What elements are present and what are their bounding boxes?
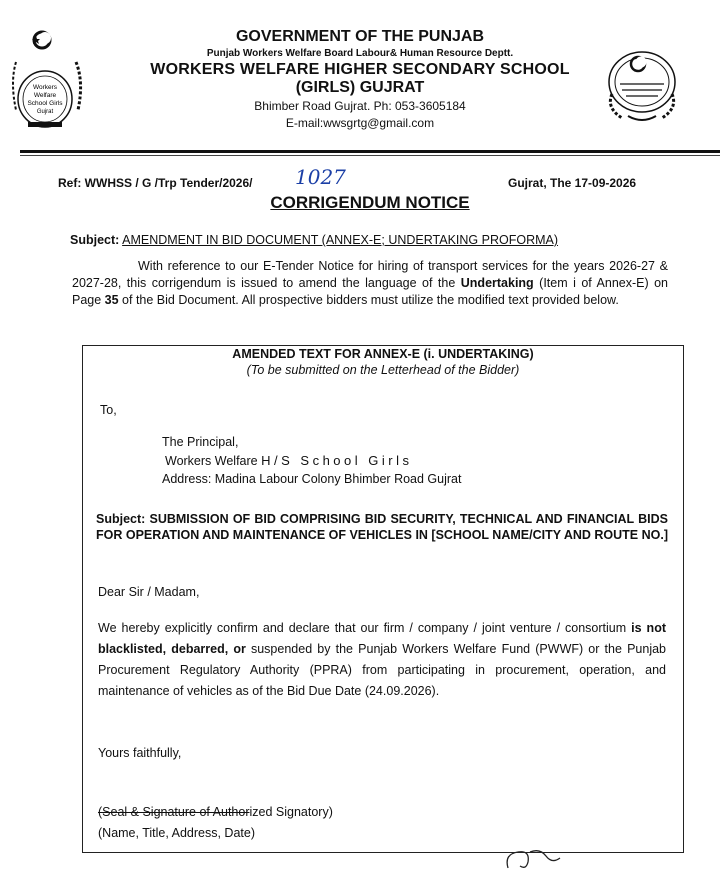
addressee-school-b: H/S School Girls bbox=[261, 453, 413, 468]
body-bold: is not blacklisted, debarred, or bbox=[98, 621, 666, 656]
notice-subject bbox=[70, 233, 558, 247]
header-school-name: WORKERS WELFARE HIGHER SECONDARY SCHOOL bbox=[150, 61, 570, 78]
box-title: AMENDED TEXT FOR ANNEX-E (i. UNDERTAKING) bbox=[232, 347, 534, 361]
intro-paragraph bbox=[72, 258, 668, 309]
subject-label: Subject: bbox=[70, 233, 120, 247]
header-rule bbox=[20, 150, 720, 153]
handwritten-initials bbox=[502, 846, 562, 870]
subject-text: AMENDMENT IN BID DOCUMENT (ANNEX-E; UNDERTAKING PROFORMA) bbox=[122, 233, 559, 247]
logo-text-2: Welfare bbox=[33, 92, 57, 99]
greeting: Dear Sir / Madam, bbox=[98, 585, 200, 599]
logo-text-3: School Girls bbox=[27, 100, 63, 107]
intro-part1: With reference to our E-Tender Notice for hiring of transport services for the years 2026-27 & 2027-28, this corrigendum is issued to amend the language of the bbox=[72, 259, 668, 290]
intro-part2: (Item i of Annex-E) on Page bbox=[72, 276, 668, 307]
header-school-sub: (GIRLS) GUJRAT bbox=[295, 79, 425, 96]
closing: Yours faithfully, bbox=[98, 746, 182, 760]
undertaking-subject: Subject: SUBMISSION OF BID COMPRISING BID SECURITY, TECHNICAL AND FINANCIAL BIDS FOR OPERATION AND MAINTENANCE OF VEHICLES IN [SCHOOL NAME/CITY AND ROUTE NO.] bbox=[96, 512, 669, 542]
signatory-line bbox=[98, 805, 333, 819]
addressee-title: The Principal, bbox=[162, 435, 239, 449]
intro-part3: of the Bid Document. All prospective bidders must utilize the modified text provided below. bbox=[118, 293, 619, 307]
logo-text-1: Workers bbox=[32, 84, 58, 91]
header-email: E-mail:wwsgrtg@gmail.com bbox=[285, 116, 435, 130]
signatory-details: (Name, Title, Address, Date) bbox=[98, 826, 256, 840]
notice-title: CORRIGENDUM NOTICE bbox=[270, 193, 470, 212]
undertaking-body bbox=[98, 618, 666, 702]
header-address: Bhimber Road Gujrat. Ph: 053-3605184 bbox=[254, 99, 466, 113]
body-part2: suspended by the Punjab Workers Welfare Fund (PWWF) or the Punjab Procurement Regulatory Authority (PPRA) from participating in procurement, operation, and maintenance of vehicles as of the Bid Due Date (24.09.2026). bbox=[98, 642, 667, 698]
signatory-struck: (Seal & Signature of Author bbox=[98, 805, 250, 819]
addressee-school bbox=[165, 453, 412, 468]
signatory-rest: ized Signatory) bbox=[249, 805, 333, 819]
amended-text-box bbox=[82, 345, 684, 853]
notice-date: Gujrat, The 17-09-2026 bbox=[508, 176, 637, 190]
header-rule-thin bbox=[20, 155, 720, 156]
header-board: Punjab Workers Welfare Board Labour& Human Resource Deptt. bbox=[206, 48, 514, 59]
intro-bold-page: 35 bbox=[104, 293, 119, 307]
intro-bold-undertaking: Undertaking bbox=[460, 276, 534, 290]
addressee-address: Address: Madina Labour Colony Bhimber Road Gujrat bbox=[162, 472, 462, 486]
handwritten-ref-number: 1027 bbox=[295, 165, 346, 189]
header-government: GOVERNMENT OF THE PUNJAB bbox=[235, 28, 484, 45]
addressee-school-a: Workers Welfare bbox=[165, 454, 258, 468]
box-subtitle: (To be submitted on the Letterhead of the Bidder) bbox=[246, 363, 520, 377]
logo-text-4: Gujrat bbox=[36, 109, 54, 115]
body-part1: We hereby explicitly confirm and declare that our firm / company / joint venture / consortium bbox=[98, 621, 632, 635]
salutation-to: To, bbox=[100, 403, 117, 417]
reference-number: Ref: WWHSS / G /Trp Tender/2026/ bbox=[58, 176, 253, 190]
